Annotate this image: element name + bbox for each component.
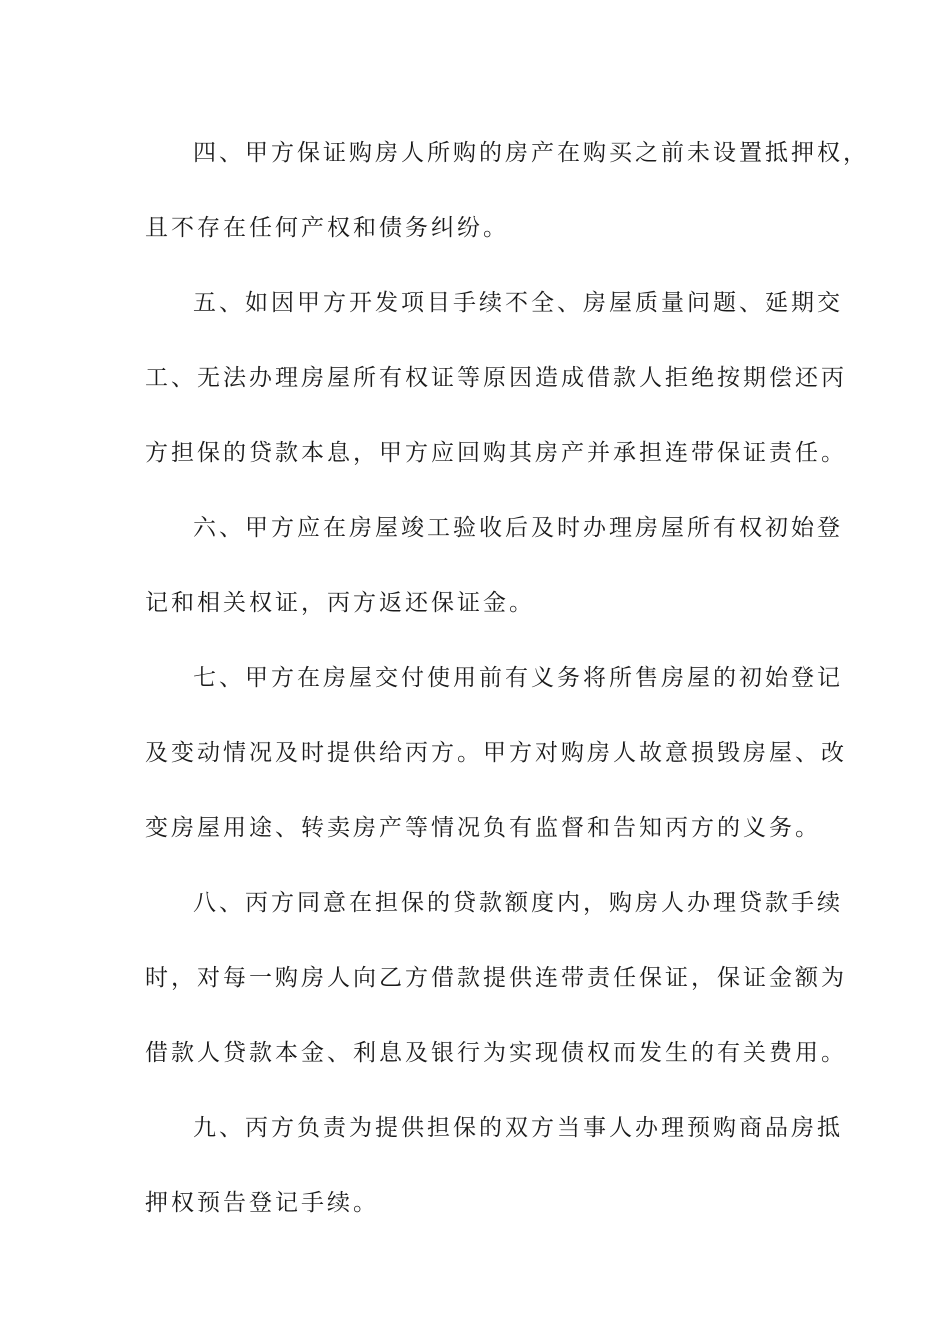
- text-line: 记和相关权证，丙方返还保证金。: [145, 590, 535, 616]
- document-body: [145, 125, 869, 1250]
- clause-8-paragraph: [145, 875, 847, 1100]
- text-line: 工、无法办理房屋所有权证等原因造成借款人拒绝按期偿还丙: [145, 365, 847, 391]
- text-line: 五、如因甲方开发项目手续不全、房屋质量问题、延期交: [193, 290, 843, 316]
- text-line: 变房屋用途、转卖房产等情况负有监督和告知丙方的义务。: [145, 815, 821, 841]
- text-line: 九、丙方负责为提供担保的双方当事人办理预购商品房抵: [193, 1115, 843, 1141]
- text-line: 六、甲方应在房屋竣工验收后及时办理房屋所有权初始登: [193, 515, 843, 541]
- clause-7-paragraph: [145, 650, 847, 875]
- clause-6-paragraph: [145, 500, 843, 650]
- clause-9-paragraph: [145, 1100, 843, 1250]
- clause-4-paragraph: [145, 125, 869, 275]
- text-line: 及变动情况及时提供给丙方。甲方对购房人故意损毁房屋、改: [145, 740, 847, 766]
- text-line: 八、丙方同意在担保的贷款额度内，购房人办理贷款手续: [193, 890, 843, 916]
- text-line: 借款人贷款本金、利息及银行为实现债权而发生的有关费用。: [145, 1040, 847, 1066]
- text-line: 押权预告登记手续。: [145, 1190, 379, 1216]
- clause-5-paragraph: [145, 275, 847, 500]
- text-line: 七、甲方在房屋交付使用前有义务将所售房屋的初始登记: [193, 665, 843, 691]
- text-line: 且不存在任何产权和债务纠纷。: [145, 215, 509, 241]
- text-line: 方担保的贷款本息，甲方应回购其房产并承担连带保证责任。: [145, 440, 847, 466]
- text-line: 时，对每一购房人向乙方借款提供连带责任保证，保证金额为: [145, 965, 847, 991]
- text-line: 四、甲方保证购房人所购的房产在购买之前未设置抵押权，: [193, 140, 869, 166]
